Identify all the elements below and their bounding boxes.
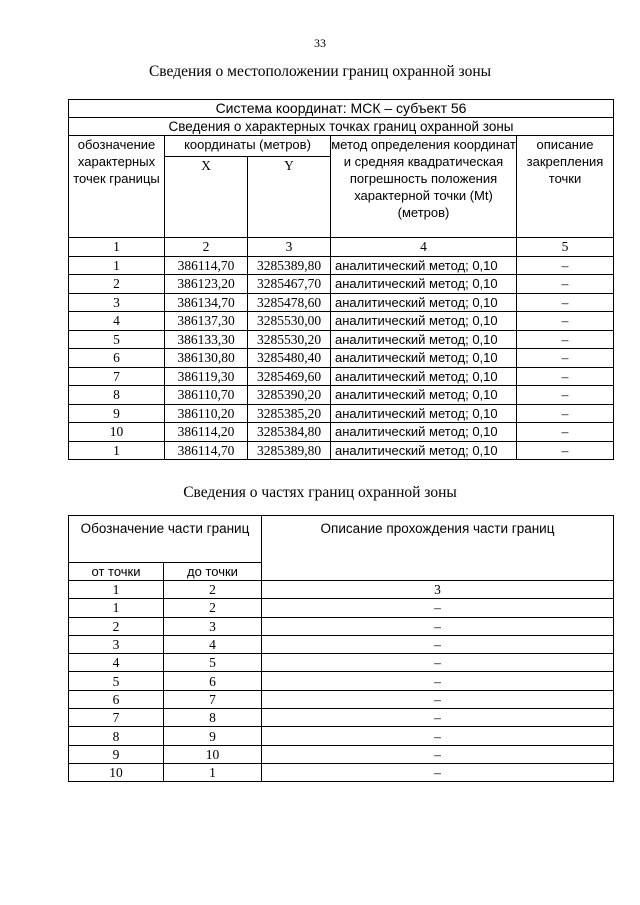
from-point-cell: 9 <box>69 745 164 763</box>
index-cell: 4 <box>331 238 517 257</box>
table-row <box>69 690 614 708</box>
y-coordinate-cell: 3285530,00 <box>248 312 331 331</box>
table-row <box>69 763 614 781</box>
table-row <box>69 349 614 368</box>
coordinate-system-header: Система координат: МСК – субъект 56 <box>69 100 614 118</box>
table-row <box>69 709 614 727</box>
fixing-description-cell: – <box>517 404 614 423</box>
points-info-header: Сведения о характерных точках границ охранной зоны <box>69 118 614 136</box>
boundary-parts-table <box>68 515 614 782</box>
method-cell: аналитический метод; 0,10 <box>331 423 517 442</box>
from-point-cell: 1 <box>69 599 164 617</box>
from-point-cell: 5 <box>69 672 164 690</box>
to-point-cell: 7 <box>164 690 262 708</box>
from-point-cell: 4 <box>69 654 164 672</box>
fixing-description-cell: – <box>517 386 614 405</box>
table-row <box>69 312 614 331</box>
y-coordinate-cell: 3285385,20 <box>248 404 331 423</box>
part-description-cell: – <box>262 690 614 708</box>
from-point-cell: 2 <box>69 617 164 635</box>
method-cell: аналитический метод; 0,10 <box>331 349 517 368</box>
fixing-description-cell: – <box>517 441 614 460</box>
part-description-header: Описание прохождения части границ <box>262 516 614 581</box>
table-row <box>69 654 614 672</box>
fixing-description-cell: – <box>517 256 614 275</box>
boundary-points-table <box>68 99 614 460</box>
table-row <box>69 617 614 635</box>
fixing-description-column-header: описание закрепления точки <box>517 136 614 238</box>
method-cell: аналитический метод; 0,10 <box>331 330 517 349</box>
part-description-cell: – <box>262 635 614 653</box>
page-number: 33 <box>314 36 326 50</box>
method-cell: аналитический метод; 0,10 <box>331 275 517 294</box>
table-row <box>69 635 614 653</box>
point-number-cell: 6 <box>69 349 165 368</box>
table-row <box>69 441 614 460</box>
point-number-cell: 7 <box>69 367 165 386</box>
part-designation-header: Обозначение части границ <box>69 516 262 563</box>
x-coordinate-cell: 386119,30 <box>165 367 248 386</box>
x-coordinate-cell: 386114,20 <box>165 423 248 442</box>
to-point-cell: 8 <box>164 709 262 727</box>
index-cell: 5 <box>517 238 614 257</box>
index-cell: 2 <box>164 581 262 599</box>
y-coordinate-cell: 3285389,80 <box>248 256 331 275</box>
y-coordinate-cell: 3285390,20 <box>248 386 331 405</box>
x-coordinate-cell: 386114,70 <box>165 256 248 275</box>
method-cell: аналитический метод; 0,10 <box>331 256 517 275</box>
point-number-cell: 8 <box>69 386 165 405</box>
x-coordinate-cell: 386110,70 <box>165 386 248 405</box>
x-coordinate-cell: 386130,80 <box>165 349 248 368</box>
fixing-description-cell: – <box>517 349 614 368</box>
to-point-cell: 1 <box>164 763 262 781</box>
part-description-cell: – <box>262 745 614 763</box>
to-point-cell: 4 <box>164 635 262 653</box>
point-number-cell: 4 <box>69 312 165 331</box>
part-description-cell: – <box>262 617 614 635</box>
table-row <box>69 745 614 763</box>
to-point-cell: 5 <box>164 654 262 672</box>
part-description-cell: – <box>262 672 614 690</box>
table-row <box>69 293 614 312</box>
x-coordinate-cell: 386123,20 <box>165 275 248 294</box>
from-point-cell: 10 <box>69 763 164 781</box>
from-point-cell: 3 <box>69 635 164 653</box>
to-point-cell: 3 <box>164 617 262 635</box>
fixing-description-cell: – <box>517 312 614 331</box>
table-row <box>69 386 614 405</box>
table-row <box>69 423 614 442</box>
method-cell: аналитический метод; 0,10 <box>331 404 517 423</box>
designation-column-header: обозначение характерных точек границы <box>69 136 165 238</box>
table-row <box>69 672 614 690</box>
method-cell: аналитический метод; 0,10 <box>331 293 517 312</box>
section1-title: Сведения о местоположении границ охранной зоны <box>148 63 492 80</box>
part-description-cell: – <box>262 727 614 745</box>
y-coordinate-cell: 3285480,40 <box>248 349 331 368</box>
point-number-cell: 1 <box>69 441 165 460</box>
from-point-header: от точки <box>69 563 164 581</box>
fixing-description-cell: – <box>517 293 614 312</box>
fixing-description-cell: – <box>517 423 614 442</box>
fixing-description-cell: – <box>517 330 614 349</box>
y-coordinate-cell: 3285467,70 <box>248 275 331 294</box>
method-cell: аналитический метод; 0,10 <box>331 441 517 460</box>
method-cell: аналитический метод; 0,10 <box>331 312 517 331</box>
part-description-cell: – <box>262 599 614 617</box>
to-point-cell: 2 <box>164 599 262 617</box>
section2-title: Сведения о частях границ охранной зоны <box>183 484 457 501</box>
point-number-cell: 3 <box>69 293 165 312</box>
part-description-cell: – <box>262 654 614 672</box>
to-point-header: до точки <box>164 563 262 581</box>
method-cell: аналитический метод; 0,10 <box>331 386 517 405</box>
index-cell: 1 <box>69 238 165 257</box>
table-row <box>69 256 614 275</box>
from-point-cell: 7 <box>69 709 164 727</box>
y-coordinate-cell: 3285478,60 <box>248 293 331 312</box>
x-coordinate-cell: 386133,30 <box>165 330 248 349</box>
table-row <box>69 330 614 349</box>
table-row <box>69 367 614 386</box>
table-row <box>69 599 614 617</box>
to-point-cell: 10 <box>164 745 262 763</box>
x-coordinate-cell: 386114,70 <box>165 441 248 460</box>
y-column-header: Y <box>248 157 331 238</box>
y-coordinate-cell: 3285389,80 <box>248 441 331 460</box>
point-number-cell: 10 <box>69 423 165 442</box>
fixing-description-cell: – <box>517 275 614 294</box>
index-cell: 1 <box>69 581 164 599</box>
point-number-cell: 5 <box>69 330 165 349</box>
part-description-cell: – <box>262 709 614 727</box>
index-cell: 3 <box>248 238 331 257</box>
table-row <box>69 727 614 745</box>
method-column-header: метод определения координат и средняя квадратическая погрешность положения характерной точки (Mt) (метров) <box>331 136 517 238</box>
y-coordinate-cell: 3285530,20 <box>248 330 331 349</box>
table-row <box>69 404 614 423</box>
to-point-cell: 6 <box>164 672 262 690</box>
x-column-header: X <box>165 157 248 238</box>
y-coordinate-cell: 3285469,60 <box>248 367 331 386</box>
x-coordinate-cell: 386137,30 <box>165 312 248 331</box>
point-number-cell: 2 <box>69 275 165 294</box>
fixing-description-cell: – <box>517 367 614 386</box>
x-coordinate-cell: 386134,70 <box>165 293 248 312</box>
from-point-cell: 6 <box>69 690 164 708</box>
point-number-cell: 9 <box>69 404 165 423</box>
index-cell: 3 <box>262 581 614 599</box>
to-point-cell: 9 <box>164 727 262 745</box>
index-cell: 2 <box>165 238 248 257</box>
part-description-cell: – <box>262 763 614 781</box>
table-row <box>69 275 614 294</box>
point-number-cell: 1 <box>69 256 165 275</box>
x-coordinate-cell: 386110,20 <box>165 404 248 423</box>
from-point-cell: 8 <box>69 727 164 745</box>
method-cell: аналитический метод; 0,10 <box>331 367 517 386</box>
coordinates-column-header: координаты (метров) <box>165 136 331 157</box>
y-coordinate-cell: 3285384,80 <box>248 423 331 442</box>
